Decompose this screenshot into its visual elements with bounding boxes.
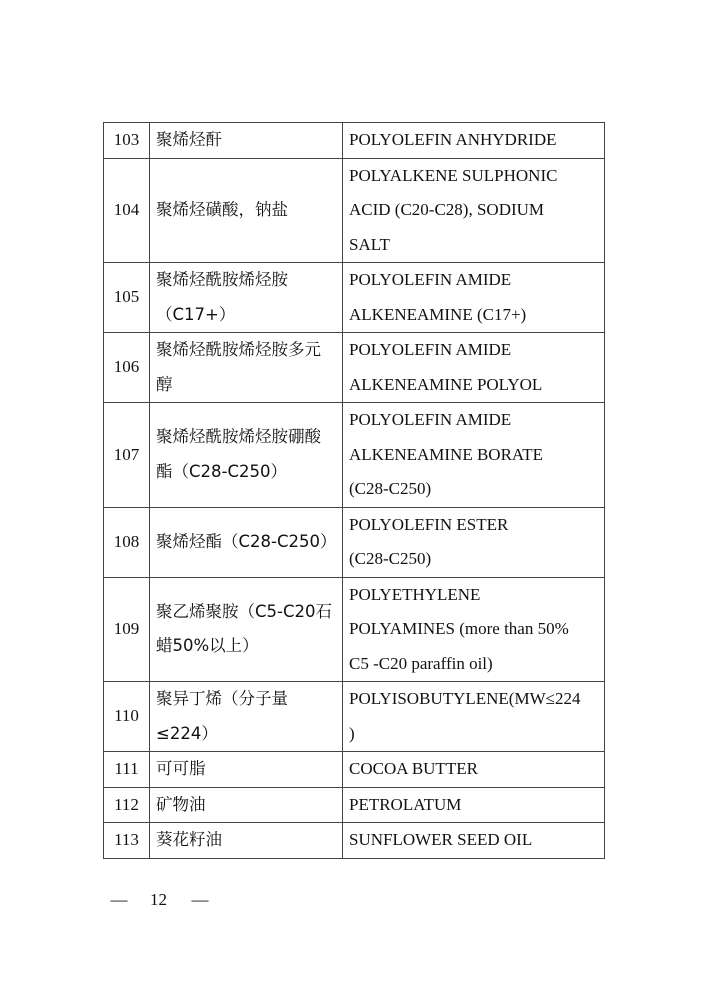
english-name-line: POLYAMINES (more than 50%: [349, 619, 569, 638]
row-number: 112: [104, 787, 150, 823]
chinese-name-cell: [150, 333, 343, 403]
english-name-cell: [343, 577, 605, 682]
chinese-name-line: 聚烯烃磺酸，钠盐: [156, 200, 288, 219]
footer-dash-left: —: [110, 890, 128, 909]
english-name-line: ALKENEAMINE BORATE: [349, 444, 544, 464]
english-name-cell: [343, 158, 605, 263]
table-row: [104, 682, 605, 752]
english-name-cell: [343, 787, 605, 823]
english-name-line: PETROLATUM: [349, 794, 462, 814]
english-name-line: POLYOLEFIN AMIDE: [349, 410, 512, 429]
english-name-line: POLYOLEFIN AMIDE: [349, 270, 512, 289]
row-number: 104: [104, 158, 150, 263]
chinese-name-cell: [150, 123, 343, 159]
english-name-line: (C28-C250): [349, 479, 432, 498]
chinese-name-line: 聚烯烃酰胺烯烃胺硼酸: [156, 427, 321, 447]
page-number: 12: [150, 890, 167, 909]
chinese-name-cell: [150, 577, 343, 682]
table-row: [104, 507, 605, 577]
table-row: [104, 403, 605, 508]
table-row: [104, 787, 605, 823]
row-number: 113: [104, 823, 150, 859]
chinese-name-line: 聚异丁烯（分子量≤224）: [156, 689, 288, 743]
english-name-line: ALKENEAMINE (C17+): [349, 304, 527, 324]
english-name-cell: [343, 507, 605, 577]
english-name-line: C5 -C20 paraffin oil): [349, 653, 493, 673]
english-name-cell: [343, 403, 605, 508]
chinese-name-cell: [150, 507, 343, 577]
chinese-name-cell: [150, 682, 343, 752]
chinese-name-line: 聚乙烯聚胺（C5-C20石: [156, 601, 332, 621]
chinese-name-line: 矿物油: [156, 794, 206, 814]
chinese-name-cell: [150, 263, 343, 333]
english-name-line: (C28-C250): [349, 549, 432, 568]
english-name-cell: [343, 823, 605, 859]
english-name-line: ): [349, 723, 355, 743]
english-name-cell: [343, 123, 605, 159]
english-name-line: POLYALKENE SULPHONIC: [349, 165, 558, 185]
row-number: 111: [104, 752, 150, 788]
row-number: 109: [104, 577, 150, 682]
page-footer: [108, 890, 211, 910]
english-name-line: POLYOLEFIN ANHYDRIDE: [349, 130, 557, 149]
english-name-line: COCOA BUTTER: [349, 759, 478, 778]
chinese-name-line: 葵花籽油: [156, 830, 222, 849]
ingredient-table-body: [104, 123, 605, 859]
row-number: 106: [104, 333, 150, 403]
english-name-line: POLYOLEFIN ESTER: [349, 514, 509, 534]
ingredient-table: [103, 122, 605, 859]
english-name-cell: [343, 333, 605, 403]
row-number: 105: [104, 263, 150, 333]
chinese-name-line: 可可脂: [156, 759, 206, 778]
row-number: 108: [104, 507, 150, 577]
chinese-name-cell: [150, 787, 343, 823]
english-name-line: SUNFLOWER SEED OIL: [349, 830, 533, 849]
english-name-line: ALKENEAMINE POLYOL: [349, 374, 543, 394]
chinese-name-cell: [150, 158, 343, 263]
english-name-line: SALT: [349, 234, 390, 254]
row-number: 110: [104, 682, 150, 752]
english-name-line: ACID (C20-C28), SODIUM: [349, 200, 545, 219]
table-row: [104, 333, 605, 403]
chinese-name-line: 蜡50%以上）: [156, 636, 259, 656]
chinese-name-cell: [150, 823, 343, 859]
chinese-name-line: 聚烯烃酰胺烯烃胺多元: [156, 340, 321, 359]
table-row: [104, 123, 605, 159]
chinese-name-line: 聚烯烃酯（C28-C250）: [156, 531, 337, 551]
english-name-cell: [343, 752, 605, 788]
table-row: [104, 263, 605, 333]
chinese-name-line: 酯（C28-C250）: [156, 461, 287, 481]
english-name-line: POLYOLEFIN AMIDE: [349, 340, 512, 359]
chinese-name-line: （C17+）: [156, 304, 236, 324]
table-row: [104, 752, 605, 788]
table-row: [104, 158, 605, 263]
table-row: [104, 577, 605, 682]
footer-dash-right: —: [191, 890, 209, 909]
table-row: [104, 823, 605, 859]
chinese-name-line: 聚烯烃酐: [156, 130, 222, 149]
chinese-name-line: 聚烯烃酰胺烯烃胺: [156, 270, 288, 289]
chinese-name-cell: [150, 752, 343, 788]
chinese-name-cell: [150, 403, 343, 508]
english-name-line: POLYISOBUTYLENE(MW≤224: [349, 689, 581, 708]
english-name-line: POLYETHYLENE: [349, 584, 481, 604]
english-name-cell: [343, 263, 605, 333]
english-name-cell: [343, 682, 605, 752]
row-number: 103: [104, 123, 150, 159]
row-number: 107: [104, 403, 150, 508]
chinese-name-line: 醇: [156, 374, 173, 394]
